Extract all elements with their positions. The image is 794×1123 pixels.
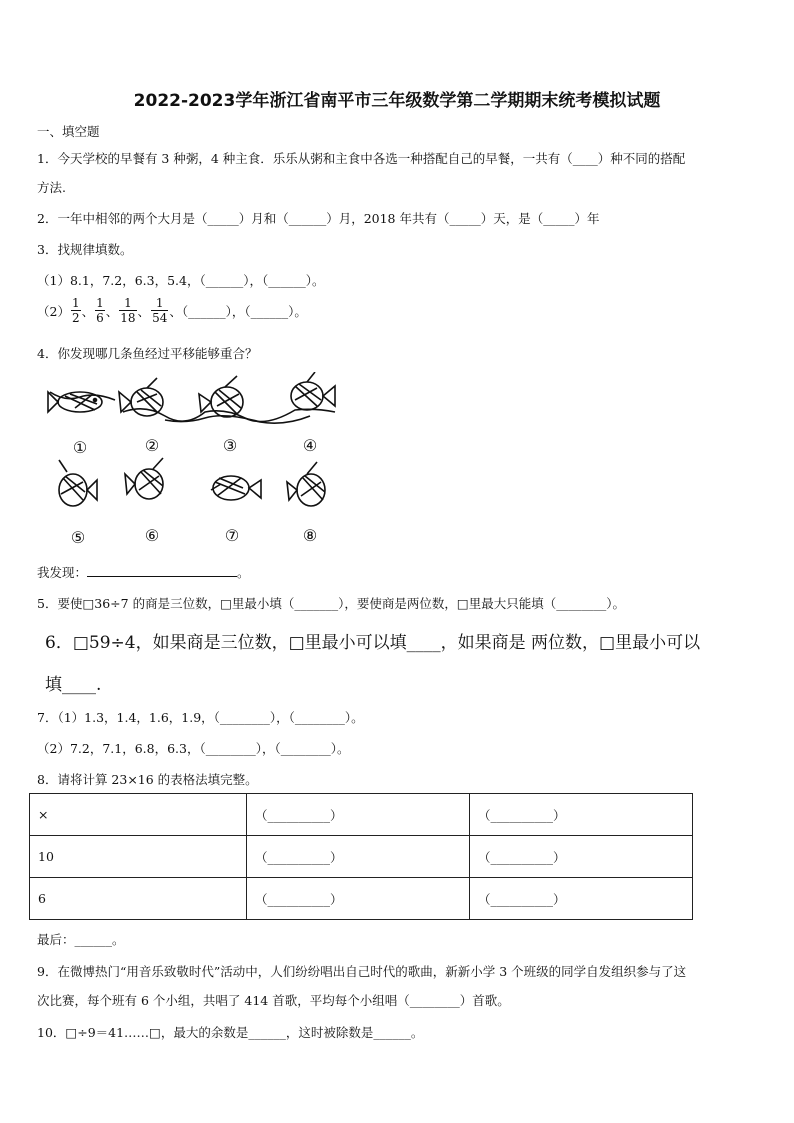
fish-7 <box>211 476 261 500</box>
fish-picture <box>45 372 345 552</box>
question-8-head: 8．请将计算 23×16 的表格法填完整。 <box>37 772 258 787</box>
fish-8 <box>287 462 325 506</box>
question-9-line-2: 次比赛，每个班有 6 个小组，共唱了 414 首歌，平均每个小组唱（________）首歌。 <box>37 993 510 1008</box>
question-10: 10．□÷9＝41……□，最大的余数是______，这时被除数是______。 <box>37 1025 424 1040</box>
fish-label-7: ⑦ <box>224 526 240 545</box>
table-row <box>30 836 693 878</box>
multiplication-table <box>29 793 693 920</box>
fraction: $\frac{1}{2}$ <box>71 296 80 325</box>
question-7-part-1: 7．（1）1.3，1.4，1.6，1.9，（________），（________）。 <box>37 710 364 725</box>
question-6-line-2: 填____. <box>45 675 102 695</box>
fish-5 <box>59 460 97 506</box>
question-3-part-1: （1）8.1，7.2，6.3，5.4，（______），（______）。 <box>37 273 325 288</box>
fish-4 <box>291 372 335 410</box>
question-4-answer: 我发现： 。 <box>37 565 250 580</box>
fraction: $\frac{1}{6}$ <box>96 296 104 325</box>
table-cell[interactable]: （__________） <box>470 836 693 878</box>
page-title: 2022-2023学年浙江省南平市三年级数学第二学期期末统考模拟试题 <box>133 91 661 111</box>
table-cell[interactable]: （__________） <box>247 794 470 836</box>
fish-label-1: ① <box>72 438 88 457</box>
question-3-part-2-prefix: （2） <box>37 303 70 319</box>
fraction: $\frac{1}{18}$ <box>120 296 136 325</box>
question-3-part-2-suffix: 、（______），（______）。 <box>169 303 307 319</box>
answer-blank[interactable] <box>87 564 237 577</box>
table-cell: 10 <box>30 836 247 878</box>
table-row <box>30 794 693 836</box>
fish-drawings <box>45 372 345 552</box>
found-label: 我发现： <box>37 565 88 580</box>
question-4-head: 4．你发现哪几条鱼经过平移能够重合？ <box>37 346 258 361</box>
fish-label-8: ⑧ <box>302 526 318 545</box>
fish-label-3: ③ <box>222 436 238 455</box>
question-7-part-2: （2）7.2，7.1，6.8，6.3，（________），（________）。 <box>37 741 350 756</box>
table-cell[interactable]: （__________） <box>247 878 470 920</box>
question-1-line-2: 方法. <box>37 180 66 195</box>
question-3-head: 3．找规律填数。 <box>37 242 133 257</box>
table-cell: 6 <box>30 878 247 920</box>
section-heading: 一、填空题 <box>37 124 100 139</box>
fish-label-4: ④ <box>302 436 318 455</box>
table-cell[interactable]: （__________） <box>247 836 470 878</box>
question-2: 2．一年中相邻的两个大月是（_____）月和（______）月，2018 年共有（_____）天，是（_____）年 <box>37 211 600 226</box>
fish-label-6: ⑥ <box>144 526 160 545</box>
question-8-final: 最后：______。 <box>37 932 125 947</box>
question-5: 5．要使□36÷7 的商是三位数，□里最小填（_______），要使商是两位数，□里最大只能填（________）。 <box>37 596 625 611</box>
table-cell: × <box>30 794 247 836</box>
question-9-line-1: 9．在微博热门“用音乐致敬时代”活动中，人们纷纷唱出自己时代的歌曲，新新小学 3 个班级的同学自发组织参与了这 <box>37 964 687 979</box>
fish-label-5: ⑤ <box>70 528 86 547</box>
table-cell[interactable]: （__________） <box>470 794 693 836</box>
question-6-line-1: 6．□59÷4，如果商是三位数，□里最小可以填____，如果商是 两位数，□里最小可以 <box>45 633 701 653</box>
fraction: $\frac{1}{54}$ <box>152 296 168 325</box>
fish-label-2: ② <box>144 436 160 455</box>
table-row <box>30 878 693 920</box>
question-1-line-1: 1．今天学校的早餐有 3 种粥，4 种主食．乐乐从粥和主食中各选一种搭配自己的早餐，一共有（____）种不同的搭配 <box>37 151 686 166</box>
table-cell[interactable]: （__________） <box>470 878 693 920</box>
fish-6 <box>125 458 163 499</box>
question-3-part-2: （2） $\frac{1}{2}$ 、 $\frac{1}{6}$ 、 $\frac{1}{18}$ 、 $\frac{1}{54}$ 、（______），（______）。 <box>37 296 307 325</box>
